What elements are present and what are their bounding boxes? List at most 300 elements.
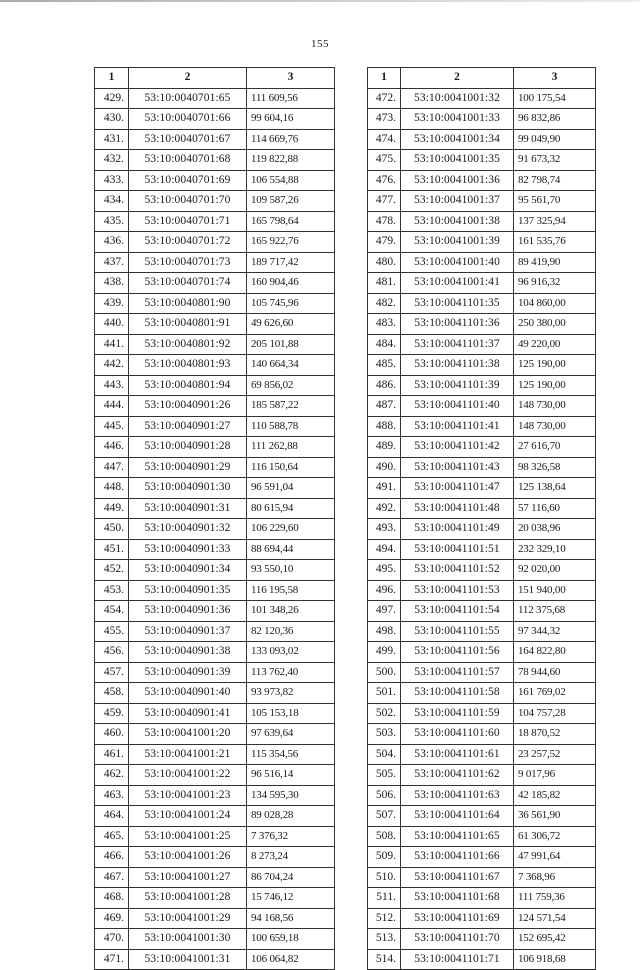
table-row — [368, 929, 596, 950]
cadastral-number: 53:10:0041101:57 — [401, 662, 514, 683]
table-row — [95, 232, 335, 253]
cadastral-value: 106 064,82 — [247, 949, 335, 970]
table-row — [368, 396, 596, 417]
cadastral-value: 106 554,88 — [247, 170, 335, 191]
cadastral-value: 125 190,00 — [514, 375, 596, 396]
row-number: 512. — [368, 908, 401, 929]
cadastral-number: 53:10:0040901:35 — [129, 580, 247, 601]
row-number: 475. — [368, 150, 401, 171]
cadastral-value: 109 587,26 — [247, 191, 335, 212]
cadastral-number: 53:10:0041101:62 — [401, 765, 514, 786]
table-row — [95, 744, 335, 765]
cadastral-value: 133 093,02 — [247, 642, 335, 663]
cadastral-number: 53:10:0041101:71 — [401, 949, 514, 970]
cadastral-value: 7 376,32 — [247, 826, 335, 847]
table-row — [368, 437, 596, 458]
row-number: 504. — [368, 744, 401, 765]
cadastral-value: 98 326,58 — [514, 457, 596, 478]
cadastral-value: 152 695,42 — [514, 929, 596, 950]
header-col-2: 2 — [129, 68, 247, 89]
table-row — [368, 150, 596, 171]
row-number: 446. — [95, 437, 129, 458]
row-number: 505. — [368, 765, 401, 786]
row-number: 463. — [95, 785, 129, 806]
row-number: 447. — [95, 457, 129, 478]
table-row — [95, 785, 335, 806]
table-row — [95, 273, 335, 294]
cadastral-number: 53:10:0041101:51 — [401, 539, 514, 560]
cadastral-value: 97 344,32 — [514, 621, 596, 642]
row-number: 450. — [95, 519, 129, 540]
row-number: 511. — [368, 888, 401, 909]
cadastral-number: 53:10:0041101:64 — [401, 806, 514, 827]
row-number: 435. — [95, 211, 129, 232]
cadastral-number: 53:10:0040801:90 — [129, 293, 247, 314]
table-row — [368, 601, 596, 622]
cadastral-number: 53:10:0041101:61 — [401, 744, 514, 765]
table-row — [95, 457, 335, 478]
table-row — [368, 724, 596, 745]
cadastral-value: 113 762,40 — [247, 662, 335, 683]
table-row — [368, 785, 596, 806]
row-number: 507. — [368, 806, 401, 827]
left-table-body — [95, 88, 335, 970]
row-number: 488. — [368, 416, 401, 437]
cadastral-number: 53:10:0041101:65 — [401, 826, 514, 847]
row-number: 510. — [368, 867, 401, 888]
row-number: 454. — [95, 601, 129, 622]
cadastral-value: 91 673,32 — [514, 150, 596, 171]
cadastral-number: 53:10:0041001:40 — [401, 252, 514, 273]
cadastral-number: 53:10:0040901:31 — [129, 498, 247, 519]
cadastral-value: 88 694,44 — [247, 539, 335, 560]
table-row — [95, 539, 335, 560]
cadastral-number: 53:10:0041101:67 — [401, 867, 514, 888]
cadastral-number: 53:10:0041001:41 — [401, 273, 514, 294]
cadastral-number: 53:10:0041101:56 — [401, 642, 514, 663]
cadastral-value: 96 591,04 — [247, 478, 335, 499]
cadastral-number: 53:10:0041001:30 — [129, 929, 247, 950]
row-number: 449. — [95, 498, 129, 519]
cadastral-number: 53:10:0041001:24 — [129, 806, 247, 827]
row-number: 460. — [95, 724, 129, 745]
cadastral-value: 112 375,68 — [514, 601, 596, 622]
row-number: 458. — [95, 683, 129, 704]
row-number: 474. — [368, 129, 401, 150]
cadastral-value: 82 120,36 — [247, 621, 335, 642]
row-number: 438. — [95, 273, 129, 294]
cadastral-value: 100 175,54 — [514, 88, 596, 109]
cadastral-number: 53:10:0040901:28 — [129, 437, 247, 458]
table-row — [95, 375, 335, 396]
row-number: 445. — [95, 416, 129, 437]
cadastral-value: 105 153,18 — [247, 703, 335, 724]
row-number: 514. — [368, 949, 401, 970]
cadastral-value: 205 101,88 — [247, 334, 335, 355]
cadastral-number: 53:10:0041101:52 — [401, 560, 514, 581]
row-number: 473. — [368, 109, 401, 130]
table-row — [95, 334, 335, 355]
table-row — [95, 867, 335, 888]
table-row — [368, 908, 596, 929]
row-number: 469. — [95, 908, 129, 929]
table-row — [95, 170, 335, 191]
table-row — [368, 662, 596, 683]
cadastral-value: 137 325,94 — [514, 211, 596, 232]
table-row — [368, 560, 596, 581]
row-number: 500. — [368, 662, 401, 683]
row-number: 492. — [368, 498, 401, 519]
row-number: 506. — [368, 785, 401, 806]
table-row — [95, 478, 335, 499]
cadastral-value: 161 769,02 — [514, 683, 596, 704]
table-row — [368, 806, 596, 827]
row-number: 464. — [95, 806, 129, 827]
table-row — [368, 191, 596, 212]
table-row — [368, 457, 596, 478]
cadastral-value: 49 220,00 — [514, 334, 596, 355]
cadastral-value: 189 717,42 — [247, 252, 335, 273]
table-row — [368, 621, 596, 642]
row-number: 457. — [95, 662, 129, 683]
row-number: 456. — [95, 642, 129, 663]
row-number: 508. — [368, 826, 401, 847]
cadastral-number: 53:10:0040901:37 — [129, 621, 247, 642]
row-number: 490. — [368, 457, 401, 478]
left-data-table — [94, 67, 335, 970]
row-number: 503. — [368, 724, 401, 745]
table-row — [95, 683, 335, 704]
row-number: 496. — [368, 580, 401, 601]
header-col-1: 1 — [95, 68, 129, 89]
cadastral-value: 18 870,52 — [514, 724, 596, 745]
cadastral-value: 134 595,30 — [247, 785, 335, 806]
cadastral-value: 82 798,74 — [514, 170, 596, 191]
cadastral-number: 53:10:0041001:38 — [401, 211, 514, 232]
cadastral-number: 53:10:0041101:55 — [401, 621, 514, 642]
cadastral-value: 20 038,96 — [514, 519, 596, 540]
table-row — [95, 396, 335, 417]
table-row — [95, 355, 335, 376]
cadastral-number: 53:10:0040901:39 — [129, 662, 247, 683]
cadastral-value: 96 516,14 — [247, 765, 335, 786]
cadastral-value: 114 669,76 — [247, 129, 335, 150]
cadastral-value: 7 368,96 — [514, 867, 596, 888]
table-row — [368, 744, 596, 765]
cadastral-value: 61 306,72 — [514, 826, 596, 847]
table-row — [368, 88, 596, 109]
right-table-body — [368, 88, 596, 970]
cadastral-number: 53:10:0041001:20 — [129, 724, 247, 745]
cadastral-number: 53:10:0041101:69 — [401, 908, 514, 929]
cadastral-number: 53:10:0040901:38 — [129, 642, 247, 663]
table-row — [368, 129, 596, 150]
row-number: 431. — [95, 129, 129, 150]
row-number: 437. — [95, 252, 129, 273]
table-row — [368, 478, 596, 499]
cadastral-value: 140 664,34 — [247, 355, 335, 376]
cadastral-value: 86 704,24 — [247, 867, 335, 888]
header-col-1: 1 — [368, 68, 401, 89]
cadastral-value: 104 757,28 — [514, 703, 596, 724]
cadastral-value: 104 860,00 — [514, 293, 596, 314]
cadastral-value: 101 348,26 — [247, 601, 335, 622]
cadastral-value: 125 190,00 — [514, 355, 596, 376]
row-number: 466. — [95, 847, 129, 868]
cadastral-value: 93 973,82 — [247, 683, 335, 704]
table-row — [95, 826, 335, 847]
cadastral-value: 106 918,68 — [514, 949, 596, 970]
row-number: 434. — [95, 191, 129, 212]
cadastral-number: 53:10:0040901:33 — [129, 539, 247, 560]
cadastral-value: 105 745,96 — [247, 293, 335, 314]
table-row — [95, 642, 335, 663]
cadastral-value: 96 916,32 — [514, 273, 596, 294]
cadastral-value: 96 832,86 — [514, 109, 596, 130]
cadastral-number: 53:10:0041101:38 — [401, 355, 514, 376]
table-row — [95, 724, 335, 745]
row-number: 471. — [95, 949, 129, 970]
cadastral-number: 53:10:0041001:21 — [129, 744, 247, 765]
cadastral-number: 53:10:0040801:94 — [129, 375, 247, 396]
row-number: 478. — [368, 211, 401, 232]
row-number: 453. — [95, 580, 129, 601]
cadastral-value: 94 168,56 — [247, 908, 335, 929]
cadastral-number: 53:10:0041101:49 — [401, 519, 514, 540]
cadastral-value: 97 639,64 — [247, 724, 335, 745]
table-row — [95, 519, 335, 540]
table-header-row — [95, 68, 335, 89]
cadastral-value: 100 659,18 — [247, 929, 335, 950]
table-row — [368, 580, 596, 601]
cadastral-value: 119 822,88 — [247, 150, 335, 171]
cadastral-number: 53:10:0040701:72 — [129, 232, 247, 253]
cadastral-number: 53:10:0041001:28 — [129, 888, 247, 909]
cadastral-number: 53:10:0041101:40 — [401, 396, 514, 417]
row-number: 433. — [95, 170, 129, 191]
cadastral-number: 53:10:0041101:53 — [401, 580, 514, 601]
table-row — [368, 847, 596, 868]
table-row — [95, 191, 335, 212]
row-number: 429. — [95, 88, 129, 109]
row-number: 498. — [368, 621, 401, 642]
row-number: 480. — [368, 252, 401, 273]
row-number: 452. — [95, 560, 129, 581]
table-row — [95, 765, 335, 786]
table-row — [95, 109, 335, 130]
cadastral-number: 53:10:0041001:34 — [401, 129, 514, 150]
cadastral-number: 53:10:0041001:33 — [401, 109, 514, 130]
row-number: 491. — [368, 478, 401, 499]
cadastral-value: 99 604,16 — [247, 109, 335, 130]
cadastral-value: 110 588,78 — [247, 416, 335, 437]
cadastral-value: 164 822,80 — [514, 642, 596, 663]
cadastral-value: 115 354,56 — [247, 744, 335, 765]
row-number: 443. — [95, 375, 129, 396]
row-number: 489. — [368, 437, 401, 458]
cadastral-number: 53:10:0041001:39 — [401, 232, 514, 253]
table-row — [368, 314, 596, 335]
cadastral-value: 106 229,60 — [247, 519, 335, 540]
cadastral-number: 53:10:0041101:68 — [401, 888, 514, 909]
table-row — [368, 211, 596, 232]
page-number: 155 — [311, 38, 329, 50]
cadastral-number: 53:10:0041101:35 — [401, 293, 514, 314]
row-number: 467. — [95, 867, 129, 888]
cadastral-number: 53:10:0041101:66 — [401, 847, 514, 868]
row-number: 455. — [95, 621, 129, 642]
cadastral-number: 53:10:0040801:93 — [129, 355, 247, 376]
table-row — [95, 314, 335, 335]
cadastral-value: 89 419,90 — [514, 252, 596, 273]
row-number: 482. — [368, 293, 401, 314]
cadastral-value: 165 798,64 — [247, 211, 335, 232]
cadastral-value: 42 185,82 — [514, 785, 596, 806]
cadastral-number: 53:10:0040701:68 — [129, 150, 247, 171]
cadastral-value: 49 626,60 — [247, 314, 335, 335]
row-number: 486. — [368, 375, 401, 396]
row-number: 451. — [95, 539, 129, 560]
cadastral-number: 53:10:0040901:30 — [129, 478, 247, 499]
cadastral-value: 15 746,12 — [247, 888, 335, 909]
cadastral-number: 53:10:0041001:29 — [129, 908, 247, 929]
cadastral-value: 99 049,90 — [514, 129, 596, 150]
cadastral-value: 165 922,76 — [247, 232, 335, 253]
cadastral-number: 53:10:0041001:26 — [129, 847, 247, 868]
table-row — [368, 683, 596, 704]
row-number: 493. — [368, 519, 401, 540]
row-number: 472. — [368, 88, 401, 109]
cadastral-number: 53:10:0041101:59 — [401, 703, 514, 724]
cadastral-value: 78 944,60 — [514, 662, 596, 683]
cadastral-number: 53:10:0041001:27 — [129, 867, 247, 888]
cadastral-value: 8 273,24 — [247, 847, 335, 868]
cadastral-value: 151 940,00 — [514, 580, 596, 601]
cadastral-number: 53:10:0040901:40 — [129, 683, 247, 704]
row-number: 461. — [95, 744, 129, 765]
table-row — [95, 498, 335, 519]
cadastral-number: 53:10:0040701:74 — [129, 273, 247, 294]
cadastral-number: 53:10:0041001:25 — [129, 826, 247, 847]
row-number: 499. — [368, 642, 401, 663]
row-number: 470. — [95, 929, 129, 950]
cadastral-value: 93 550,10 — [247, 560, 335, 581]
row-number: 509. — [368, 847, 401, 868]
table-row — [368, 375, 596, 396]
cadastral-number: 53:10:0041001:36 — [401, 170, 514, 191]
cadastral-value: 125 138,64 — [514, 478, 596, 499]
cadastral-value: 36 561,90 — [514, 806, 596, 827]
table-row — [368, 642, 596, 663]
cadastral-value: 185 587,22 — [247, 396, 335, 417]
cadastral-number: 53:10:0040801:91 — [129, 314, 247, 335]
header-col-2: 2 — [401, 68, 514, 89]
right-data-table — [367, 67, 596, 970]
cadastral-number: 53:10:0040701:69 — [129, 170, 247, 191]
scan-edge-line — [0, 0, 640, 2]
cadastral-value: 27 616,70 — [514, 437, 596, 458]
table-row — [368, 867, 596, 888]
row-number: 501. — [368, 683, 401, 704]
table-row — [95, 293, 335, 314]
cadastral-number: 53:10:0041101:37 — [401, 334, 514, 355]
cadastral-number: 53:10:0040701:71 — [129, 211, 247, 232]
table-row — [95, 580, 335, 601]
cadastral-value: 116 195,58 — [247, 580, 335, 601]
cadastral-value: 160 904,46 — [247, 273, 335, 294]
row-number: 484. — [368, 334, 401, 355]
table-row — [368, 232, 596, 253]
cadastral-number: 53:10:0041101:60 — [401, 724, 514, 745]
cadastral-number: 53:10:0041101:41 — [401, 416, 514, 437]
cadastral-value: 232 329,10 — [514, 539, 596, 560]
table-row — [95, 150, 335, 171]
cadastral-number: 53:10:0041101:63 — [401, 785, 514, 806]
table-row — [95, 949, 335, 970]
cadastral-value: 9 017,96 — [514, 765, 596, 786]
row-number: 448. — [95, 478, 129, 499]
table-row — [95, 416, 335, 437]
row-number: 432. — [95, 150, 129, 171]
cadastral-value: 116 150,64 — [247, 457, 335, 478]
table-row — [95, 847, 335, 868]
cadastral-value: 80 615,94 — [247, 498, 335, 519]
table-row — [368, 252, 596, 273]
table-row — [95, 211, 335, 232]
row-number: 513. — [368, 929, 401, 950]
table-row — [95, 703, 335, 724]
table-row — [368, 765, 596, 786]
cadastral-number: 53:10:0040901:29 — [129, 457, 247, 478]
table-row — [368, 109, 596, 130]
row-number: 487. — [368, 396, 401, 417]
table-row — [95, 560, 335, 581]
cadastral-number: 53:10:0041101:39 — [401, 375, 514, 396]
row-number: 468. — [95, 888, 129, 909]
row-number: 442. — [95, 355, 129, 376]
row-number: 441. — [95, 334, 129, 355]
cadastral-value: 148 730,00 — [514, 416, 596, 437]
cadastral-number: 53:10:0041001:35 — [401, 150, 514, 171]
table-row — [95, 621, 335, 642]
cadastral-value: 23 257,52 — [514, 744, 596, 765]
cadastral-number: 53:10:0041101:47 — [401, 478, 514, 499]
table-row — [368, 519, 596, 540]
cadastral-number: 53:10:0041101:36 — [401, 314, 514, 335]
row-number: 465. — [95, 826, 129, 847]
cadastral-value: 89 028,28 — [247, 806, 335, 827]
cadastral-value: 250 380,00 — [514, 314, 596, 335]
header-col-3: 3 — [514, 68, 596, 89]
cadastral-value: 57 116,60 — [514, 498, 596, 519]
cadastral-value: 95 561,70 — [514, 191, 596, 212]
cadastral-number: 53:10:0041101:70 — [401, 929, 514, 950]
cadastral-value: 124 571,54 — [514, 908, 596, 929]
cadastral-value: 161 535,76 — [514, 232, 596, 253]
cadastral-number: 53:10:0040901:36 — [129, 601, 247, 622]
cadastral-number: 53:10:0041001:22 — [129, 765, 247, 786]
table-row — [95, 437, 335, 458]
table-row — [95, 88, 335, 109]
cadastral-value: 47 991,64 — [514, 847, 596, 868]
cadastral-value: 111 262,88 — [247, 437, 335, 458]
cadastral-number: 53:10:0040701:66 — [129, 109, 247, 130]
cadastral-number: 53:10:0041101:58 — [401, 683, 514, 704]
cadastral-number: 53:10:0040901:27 — [129, 416, 247, 437]
cadastral-number: 53:10:0041101:48 — [401, 498, 514, 519]
cadastral-number: 53:10:0041101:54 — [401, 601, 514, 622]
table-row — [95, 806, 335, 827]
